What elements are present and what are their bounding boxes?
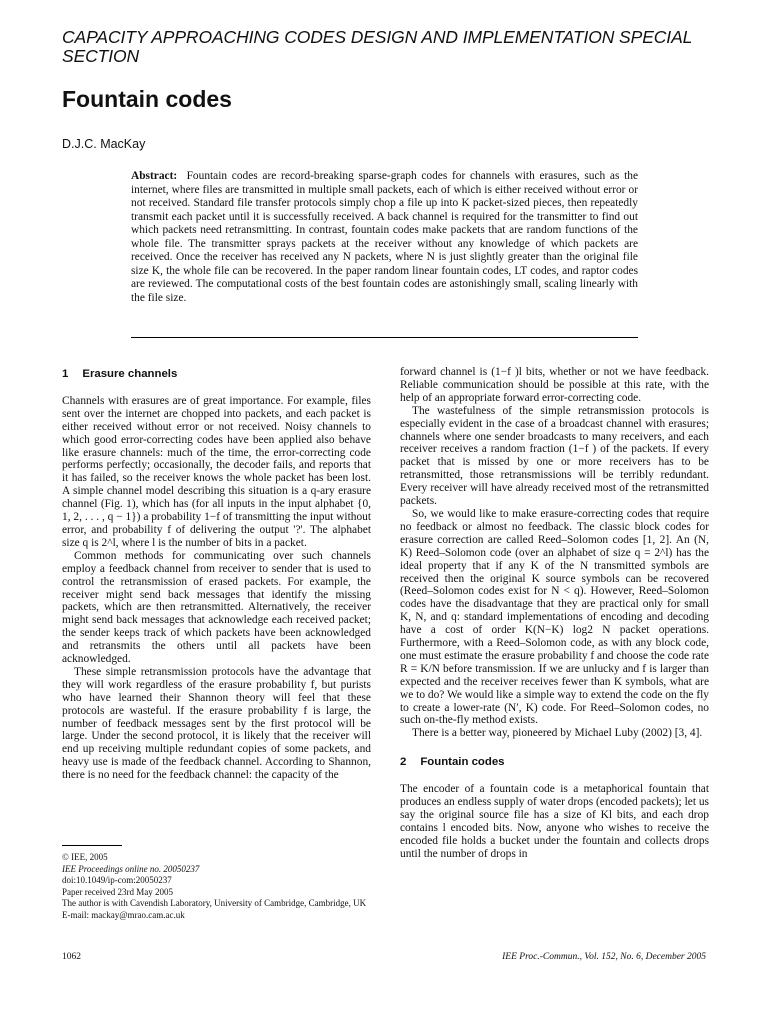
paragraph: forward channel is (1−f )l bits, whether or not we have feedback. Reliable communication should be possible at this rate, with the help of an appropriate forward error-correcting code. xyxy=(400,366,709,404)
journal-header: CAPACITY APPROACHING CODES DESIGN AND IMPLEMENTATION SPECIAL SECTION xyxy=(62,27,692,66)
right-column xyxy=(400,366,709,861)
section-title: Erasure channels xyxy=(82,368,178,380)
paragraph: There is a better way, pioneered by Michael Luby (2002) [3, 4]. xyxy=(412,727,703,740)
section-title: Fountain codes xyxy=(420,756,505,769)
page-number: 1062 xyxy=(62,952,81,962)
footnote: IEE Proceedings online no. 20050237 xyxy=(62,863,200,874)
author: D.J.C. MacKay xyxy=(62,137,146,151)
doi: doi:10.1049/ip-com:20050237 xyxy=(62,875,172,885)
footnote: Paper received 23rd May 2005 xyxy=(62,886,173,897)
section-heading-2 xyxy=(400,756,709,769)
journal-citation: IEE Proc.-Commun., Vol. 152, No. 6, December 2005 xyxy=(502,952,706,962)
paragraph: The encoder of a fountain code is a metaphorical fountain that produces an endless supply of water drops (encoded packets); let us say the original source file has a size of Kl bits, and each drop contains l encoded bits. Now, anyone who wishes to receive the encoded file holds a bucket under the fountain and collects drops until the number of drops in xyxy=(400,783,709,860)
paragraph: Channels with erasures are of great importance. For example, files sent over the internet are chopped into packets, and each packet is either received without error or not received. Noisy channels to which good error-correcting codes have been applied also behave like erasure channels: much of the time, the error-correcting code performs perfectly; occasionally, the decoder fails, and reports that it has failed, so the receiver knows the whole packet has been lost. A simple channel model describing this situation is a q-ary erasure channel (Fig. 1), which has (for all inputs in the input alphabet {0, 1, 2, . . . , q − 1}) a probability 1−f of transmitting the input without error, and probability f of delivering the output '?'. The alphabet size q is 2^l, where l is the number of bits in a packet. xyxy=(62,394,371,549)
footnote-divider xyxy=(62,845,122,846)
paragraph: Common methods for communicating over such channels employ a feedback channel from receiver to sender that is used to control the retransmission of erased packets. For example, the receiver might send back messages that identify the missing packets, which are then retransmitted. Alternatively, the receiver might send back messages that acknowledge each received packet; the sender keeps track of which packets have been acknowledged and retransmits the others until all packets have been acknowledged. xyxy=(62,549,371,666)
abstract xyxy=(131,170,638,305)
divider xyxy=(131,337,638,338)
affiliation: The author is with Cavendish Laboratory, University of Cambridge, Cambridge, UK xyxy=(62,898,367,908)
abstract-label: Abstract: xyxy=(131,170,178,182)
page-title: Fountain codes xyxy=(62,86,232,112)
paragraph: So, we would like to make erasure-correcting codes that require no feedback or almost no feedback. The classic block codes for erasure correction are called Reed–Solomon codes [1, 2]. An (N, K) Reed–Solomon code (over an alphabet of size q = 2^l) has the ideal property that if any K of the N transmitted symbols are received then the original K source symbols can be recovered (Reed–Solomon codes exist for N < q). However, Reed–Solomon codes have the disadvantage that they are practical only for small K, N, and q: standard implementations of encoding and decoding have a cost of order K(N−K) log2 N packet operations. Furthermore, with a Reed–Solomon code, as with any block code, one must estimate the erasure probability f and choose the code rate R = K/N before transmission. If we are unlucky and f is larger than expected and the receiver receives fewer than K symbols, what are we to do? We would like a simple way to extend the code on the fly to create a lower-rate (N′, K) code. For Reed–Solomon codes, no such on-the-fly method exists. xyxy=(400,507,710,727)
email: E-mail: mackay@mrao.cam.ac.uk xyxy=(62,909,185,920)
paragraph: These simple retransmission protocols have the advantage that they will work regardless of the erasure probability f, but purists who have learned their Shannon theory will feel that these protocols are wasteful. If the erasure probability f is large, the number of feedback messages sent by the first protocol will be large. Under the second protocol, it is likely that the receiver will end up receiving multiple redundant copies of some packets, and heavy use is made of the feedback channel. According to Shannon, there is no need for the feedback channel: the capacity of the xyxy=(62,665,371,782)
section-number: 2 xyxy=(400,756,407,769)
section-number: 1 xyxy=(62,368,69,380)
paragraph: The wastefulness of the simple retransmission protocols is especially evident in the case of a broadcast channel with erasures; channels where one sender broadcasts to many receivers, and each receiver receives a random fraction (1−f ) of the packets. If every packet that is missed by one or more receivers has to be retransmitted, those retransmissions will be terribly redundant. Every receiver will have already received most of the retransmitted packets. xyxy=(400,404,709,508)
section-heading-1 xyxy=(62,368,371,381)
footnotes xyxy=(62,845,371,921)
copyright: © IEE, 2005 xyxy=(62,852,108,862)
left-column xyxy=(62,366,371,782)
abstract-text: Fountain codes are record-breaking sparse-graph codes for channels with erasures, such as the internet, where files are transmitted in multiple small packets, each of which is either received without error or not received. Standard file transfer protocols simply chop a file up into K packet-sized pieces, then repeatedly transmit each packet until it is successfully received. A back channel is required for the transmitter to find out which packets need retransmitting. In contrast, fountain codes make packets that are random functions of the whole file. The transmitter sprays packets at the receiver without any knowledge of which packets are received. Once the receiver has received any N packets, where N is just slightly greater than the original file size K, the whole file can be recovered. In the paper random linear fountain codes, LT codes, and raptor codes are reviewed. The computational costs of the best fountain codes are astonishingly small, scaling linearly with the file size. xyxy=(131,170,639,304)
